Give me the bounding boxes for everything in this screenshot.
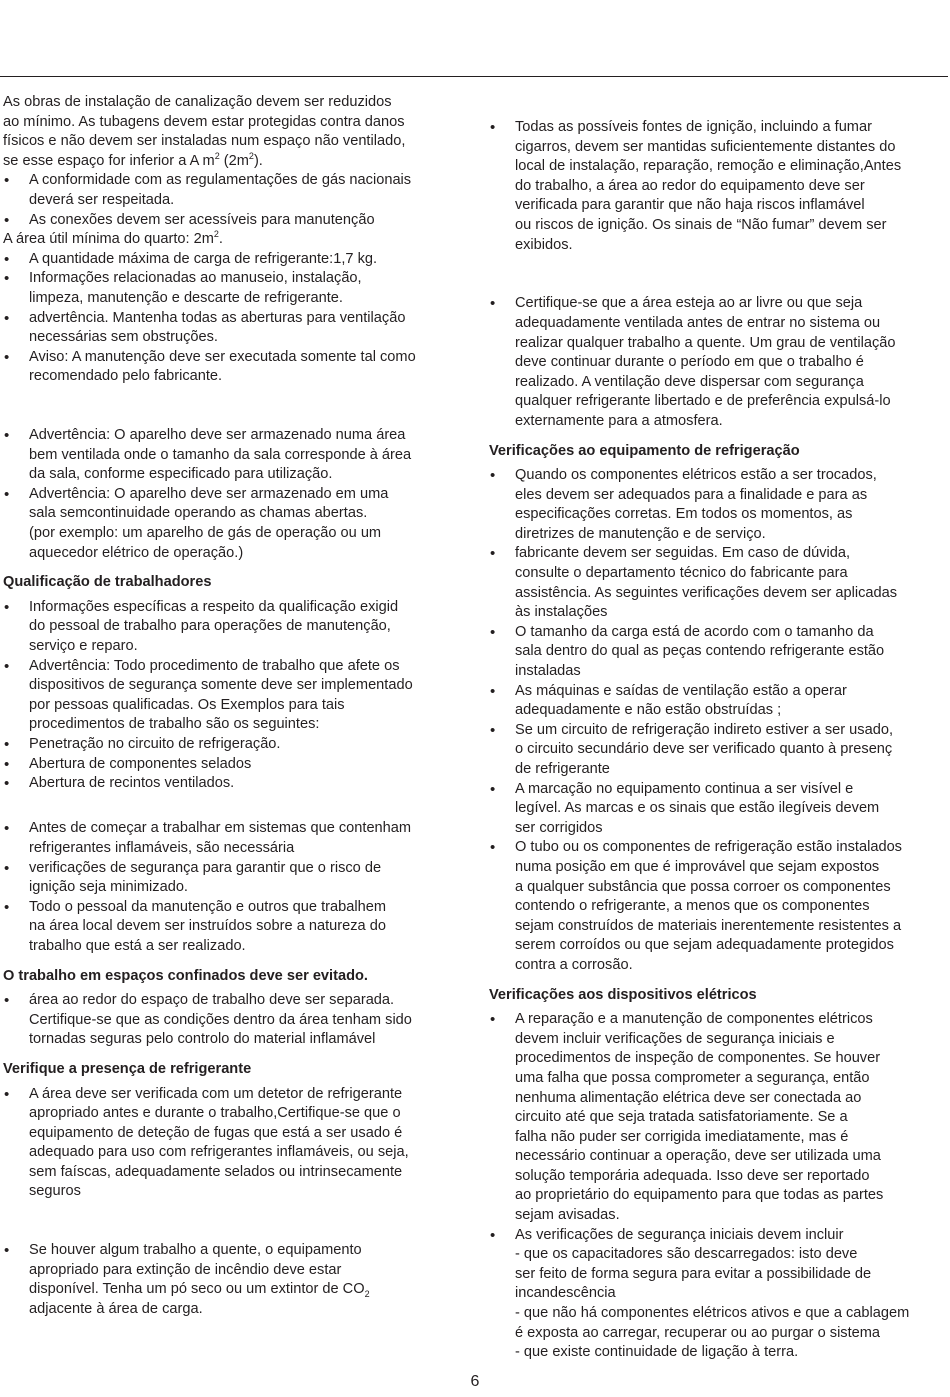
list-item: • O tubo ou os componentes de refrigeração estão instalados numa posição em que é improvável que sejam expostos a qualquer substância que possa corroer os componentes contendo o refrigerante, a menos que os componentes sejam construídos de materiais inerentemente resistentes a serem corroídos ou que sejam adequadamente protegidos contra a corrosão.	[489, 838, 947, 975]
list-item: • As conexões devem ser acessíveis para manutenção	[3, 211, 465, 231]
list-item: • A conformidade com as regulamentações de gás nacionais deverá ser respeitada.	[3, 171, 465, 210]
list-item: • As verificações de segurança iniciais devem incluir	[489, 1226, 947, 1246]
list-item: • Advertência: Todo procedimento de trabalho que afete os dispositivos de segurança somente deve ser implementado por pessoas qualificadas. Os Exemplos para tais procedimentos de trabalho são os seguintes:	[3, 657, 465, 735]
list-item: • Informações relacionadas ao manuseio, instalação, limpeza, manutenção e descarte de refrigerante.	[3, 269, 465, 308]
list-item: • A quantidade máxima de carga de refrigerante:1,7 kg.	[3, 250, 465, 270]
list-item: • Abertura de recintos ventilados.	[3, 774, 465, 794]
left-column	[3, 93, 465, 1320]
section-heading: Verificações ao equipamento de refrigeração	[489, 442, 800, 459]
section-heading: Verificações aos dispositivos elétricos	[489, 986, 757, 1003]
dash-item: - que existe continuidade de ligação à terra.	[515, 1344, 799, 1361]
list-item: • Todo o pessoal da manutenção e outros que trabalhem na área local devem ser instruídos sobre a natureza do trabalho que está a ser realizado.	[3, 898, 465, 957]
list-item: • O tamanho da carga está de acordo com o tamanho da sala dentro do qual as peças contendo refrigerante estão instaladas	[489, 623, 947, 682]
section-heading: Verifique a presença de refrigerante	[3, 1060, 252, 1077]
list-item: • Certifique-se que a área esteja ao ar livre ou que seja adequadamente ventilada antes de entrar no sistema ou realizar qualquer trabalho a quente. Um grau de ventilação deve continuar durante o período em que o trabalho é realizado. A ventilação deve dispersar com segurança qualquer refrigerante libertado e de preferência expulsá-lo externamente para a atmosfera.	[489, 294, 947, 431]
page-number: 6	[470, 1373, 480, 1390]
dash-item: - que os capacitadores são descarregados: isto deve ser feito de forma segura para evitar a possibilidade de incandescência	[515, 1246, 872, 1302]
intro-paragraph: As obras de instalação de canalização devem ser reduzidos ao mínimo. As tubagens devem estar protegidas contra danos físicos e não devem ser instaladas num espaço não ventilado, se esse espaço for inferior a A $m^2$ $(2m^2)$.	[3, 94, 406, 169]
header-rule	[0, 76, 948, 77]
list-item: • Antes de começar a trabalhar em sistemas que contenham refrigerantes inflamáveis, são necessária	[3, 819, 465, 858]
list-item: • fabricante devem ser seguidas. Em caso de dúvida, consulte o departamento técnico do fabricante para assistência. As seguintes verificações devem ser aplicadas às instalações	[489, 544, 947, 622]
list-item: • Se houver algum trabalho a quente, o equipamento apropriado para extinção de incêndio deve estar disponível. Tenha um pó seco ou um extintor de $CO_2$ adjacente à área de carga.	[3, 1241, 465, 1319]
right-column	[489, 118, 947, 1363]
list-item: • Informações específicas a respeito da qualificação exigid do pessoal de trabalho para operações de manutenção, serviço e reparo.	[3, 598, 465, 657]
list-item: • Advertência: O aparelho deve ser armazenado numa área bem ventilada onde o tamanho da sala corresponde à área da sala, conforme especificado para utilização.	[3, 426, 465, 485]
list-item: • A área deve ser verificada com um detetor de refrigerante apropriado antes e durante o trabalho,Certifique-se que o equipamento de deteção de fugas que está a ser usado é adequado para uso com refrigerantes inflamáveis, ou seja, sem faíscas, adequadamente selados ou intrinsecamente seguros	[3, 1085, 465, 1203]
list-item: • Penetração no circuito de refrigeração.	[3, 735, 465, 755]
list-item: • A marcação no equipamento continua a ser visível e legível. As marcas e os sinais que estão ilegíveis devem ser corrigidos	[489, 780, 947, 839]
list-item: • A reparação e a manutenção de componentes elétricos devem incluir verificações de segurança iniciais e procedimentos de inspeção de componentes. Se houver uma falha que possa comprometer a segurança, então nenhuma alimentação elétrica deve ser conectada ao circuito até que seja tratada satisfatoriamente. Se a falha não puder ser corrigida imediatamente, mas é necessário continuar a operação, deve ser utilizada uma solução temporária adequada. Isso deve ser reportado ao proprietário do equipamento para que todas as partes sejam avisadas.	[489, 1010, 947, 1226]
section-heading: O trabalho em espaços confinados deve ser evitado.	[3, 967, 368, 984]
list-item: • área ao redor do espaço de trabalho deve ser separada. Certifique-se que as condições dentro da área tenham sido tornadas seguras pelo controlo do material inflamável	[3, 991, 465, 1050]
list-item: • Advertência: O aparelho deve ser armazenado em uma sala semcontinuidade operando as chamas abertas. (por exemplo: um aparelho de gás de operação ou um aquecedor elétrico de operação.)	[3, 485, 465, 563]
list-item: • Aviso: A manutenção deve ser executada somente tal como recomendado pelo fabricante.	[3, 348, 465, 387]
dash-item: - que não há componentes elétricos ativos e que a cablagem é exposta ao carregar, recuperar ou ao purgar o sistema	[515, 1305, 910, 1341]
list-item: • Todas as possíveis fontes de ignição, incluindo a fumar cigarros, devem ser mantidas suficientemente distantes do local de instalação, reparação, remoção e eliminação,Antes do trabalho, a área ao redor do equipamento deve ser verificada para garantir que não haja riscos inflamável ou riscos de ignição. Os sinais de “Não fumar” devem ser exibidos.	[489, 118, 947, 255]
list-item: • Quando os componentes elétricos estão a ser trocados, eles devem ser adequados para a finalidade e para as especificações corretas. Em todos os momentos, as diretrizes de manutenção e de serviço.	[489, 466, 947, 544]
list-item: • Se um circuito de refrigeração indireto estiver a ser usado, o circuito secundário deve ser verificado quanto à presenç de refrigerante	[489, 721, 947, 780]
list-item: • advertência. Mantenha todas as aberturas para ventilação necessárias sem obstruções.	[3, 309, 465, 348]
section-heading: Qualificação de trabalhadores	[3, 574, 212, 591]
list-item: • As máquinas e saídas de ventilação estão a operar adequadamente e não estão obstruídas ;	[489, 682, 947, 721]
list-item: • Abertura de componentes selados	[3, 755, 465, 775]
min-area-text: A área útil mínima do quarto: $2m^2$.	[3, 229, 223, 248]
list-item: • verificações de segurança para garantir que o risco de ignição seja minimizado.	[3, 859, 465, 898]
